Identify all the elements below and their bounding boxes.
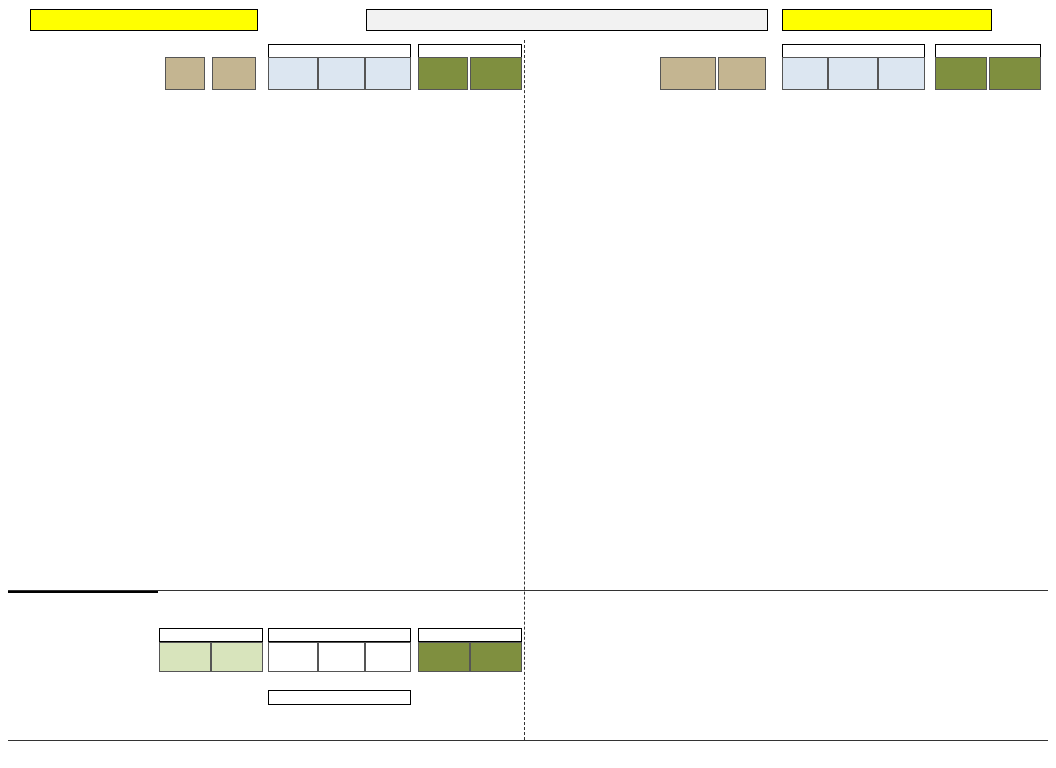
center-divider (524, 40, 525, 740)
fx-col-mes (318, 642, 365, 672)
col-ultima-eur (660, 57, 716, 90)
col-campana-right (935, 44, 1041, 57)
col-campana-left (418, 44, 522, 57)
fx-usd-label-2 (418, 628, 522, 642)
col-ano-left (365, 57, 411, 90)
fx-col-minimo (418, 642, 470, 672)
week-label-left (30, 9, 258, 31)
fx-col-semana (268, 642, 318, 672)
fx-col-ano (365, 642, 411, 672)
fx-divider (8, 590, 1048, 591)
col-diferencia-eur (718, 57, 766, 90)
col-ano-right (878, 57, 925, 90)
fx-row (0, 690, 524, 705)
col-ultima-usd (165, 57, 205, 90)
fx-section-title (8, 591, 158, 593)
fx-pct-label (268, 628, 411, 642)
col-mes-right (828, 57, 878, 90)
col-semana-left (268, 57, 318, 90)
bottom-rule (8, 740, 1048, 741)
fx-col-ultima (159, 642, 211, 672)
col-pct-label-left (268, 44, 411, 57)
col-minimo-eur (935, 57, 987, 90)
fx-col-diferencia (211, 642, 263, 672)
page-title (366, 9, 768, 31)
col-pct-label-right (782, 44, 925, 57)
col-minimo-usd (418, 57, 468, 90)
col-maximo-usd (470, 57, 522, 90)
week-label-right (782, 9, 992, 31)
col-mes-left (318, 57, 365, 90)
fx-col-maximo (470, 642, 522, 672)
col-semana-right (782, 57, 828, 90)
col-maximo-eur (989, 57, 1041, 90)
col-diferencia-usd (212, 57, 256, 90)
fx-pct-box (268, 690, 411, 705)
fx-usd-label-1 (159, 628, 263, 642)
